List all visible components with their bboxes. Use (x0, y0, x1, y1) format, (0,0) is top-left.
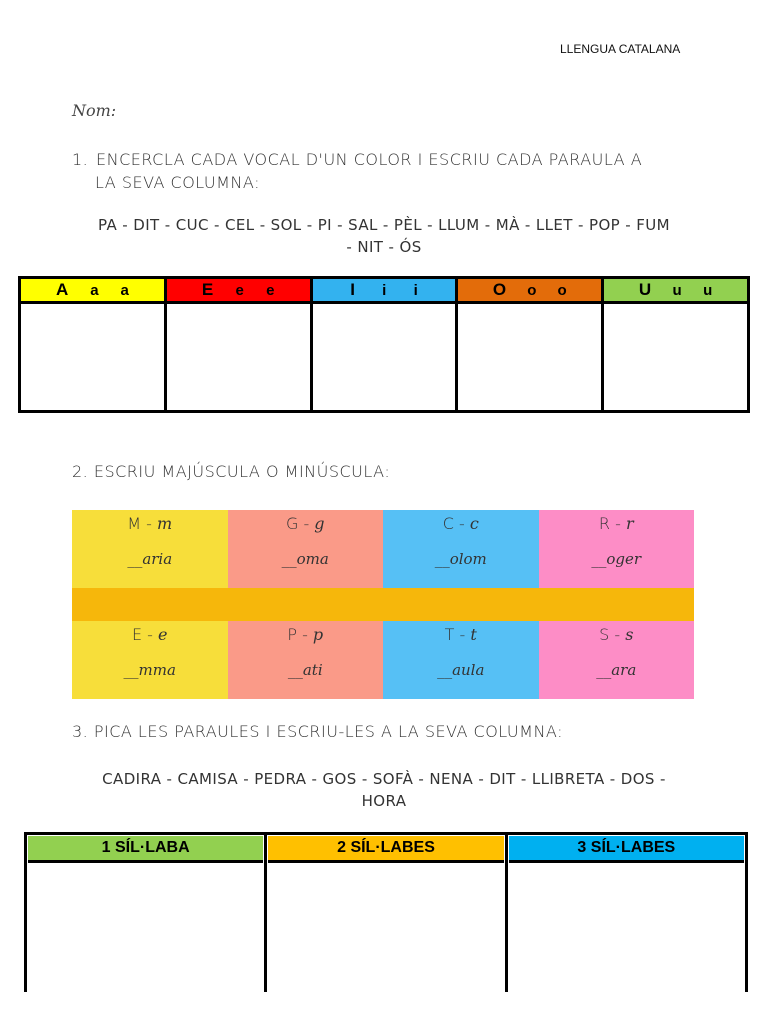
case-box: P - p __ati (228, 621, 384, 699)
vowel-answer-cell[interactable] (21, 304, 164, 410)
vowel-answer-cell[interactable] (167, 304, 310, 410)
question-3-word-list (70, 768, 698, 812)
case-box: M - m __aria (72, 510, 228, 588)
word-list-line: PA - DIT - CUC - CEL - SOL - PI - SAL - PÈL - LLUM - MÀ - LLET - POP - FUM (97, 216, 671, 234)
case-blank-word[interactable]: __mma (123, 661, 176, 679)
case-blank-word[interactable]: __oger (591, 550, 642, 568)
syllable-column-2 (267, 835, 507, 992)
syllable-header: 1 SÍL·LABA (28, 836, 263, 863)
vowel-header: A a a (21, 279, 164, 304)
syllable-answer-cell[interactable] (267, 864, 504, 992)
case-box: E - e __mma (72, 621, 228, 699)
vowel-column-o (458, 279, 604, 410)
case-box: G - g __oma (228, 510, 384, 588)
question-1-line1: ENCERCLA CADA VOCAL D'UN COLOR I ESCRIU CADA PARAULA A (96, 150, 643, 169)
vowel-column-i (313, 279, 459, 410)
syllable-table (24, 832, 748, 992)
syllable-header: 3 SÍL·LABES (509, 836, 744, 863)
case-blank-word[interactable]: __oma (281, 550, 329, 568)
case-box: C - c __olom (383, 510, 539, 588)
syllable-column-3 (508, 835, 745, 992)
name-label: Nom: (72, 101, 117, 120)
vowel-answer-cell[interactable] (458, 304, 601, 410)
case-box: R - r __oger (539, 510, 695, 588)
word-list-line: - NIT - ÓS (346, 238, 422, 256)
syllable-header: 2 SÍL·LABES (268, 836, 503, 863)
case-blank-word[interactable]: __aula (437, 661, 485, 679)
syllable-column-1 (27, 835, 267, 992)
vowel-column-u (604, 279, 747, 410)
question-1-line2: LA SEVA COLUMNA: (95, 173, 260, 192)
case-row (72, 621, 694, 699)
vowel-column-e (167, 279, 313, 410)
vowel-table (18, 276, 750, 413)
vowel-header: I i i (313, 279, 456, 304)
word-list-line: HORA (361, 792, 407, 810)
case-row (72, 510, 694, 588)
vowel-answer-cell[interactable] (604, 304, 747, 410)
case-box: T - t __aula (383, 621, 539, 699)
vowel-header: E e e (167, 279, 310, 304)
vowel-header: O o o (458, 279, 601, 304)
case-blank-word[interactable]: __olom (434, 550, 487, 568)
case-blank-word[interactable]: __aria (127, 550, 173, 568)
case-box: S - s __ara (539, 621, 695, 699)
case-exercise-grid (72, 510, 694, 699)
question-1-word-list (70, 214, 698, 258)
question-1-number: 1. (72, 150, 89, 169)
divider-band (72, 588, 694, 621)
syllable-answer-cell[interactable] (27, 864, 264, 992)
case-blank-word[interactable]: __ara (596, 661, 637, 679)
question-3-title: 3. PICA LES PARAULES I ESCRIU-LES A LA SEVA COLUMNA: (72, 722, 563, 741)
vowel-header: U u u (604, 279, 747, 304)
question-2-title: 2. ESCRIU MAJÚSCULA O MINÚSCULA: (72, 462, 391, 481)
vowel-column-a (21, 279, 167, 410)
case-blank-word[interactable]: __ati (287, 661, 323, 679)
vowel-answer-cell[interactable] (313, 304, 456, 410)
question-1 (72, 148, 712, 194)
word-list-line: CADIRA - CAMISA - PEDRA - GOS - SOFÀ - NENA - DIT - LLIBRETA - DOS - (102, 770, 666, 788)
syllable-answer-cell[interactable] (508, 864, 745, 992)
subject-header: LLENGUA CATALANA (560, 42, 681, 56)
